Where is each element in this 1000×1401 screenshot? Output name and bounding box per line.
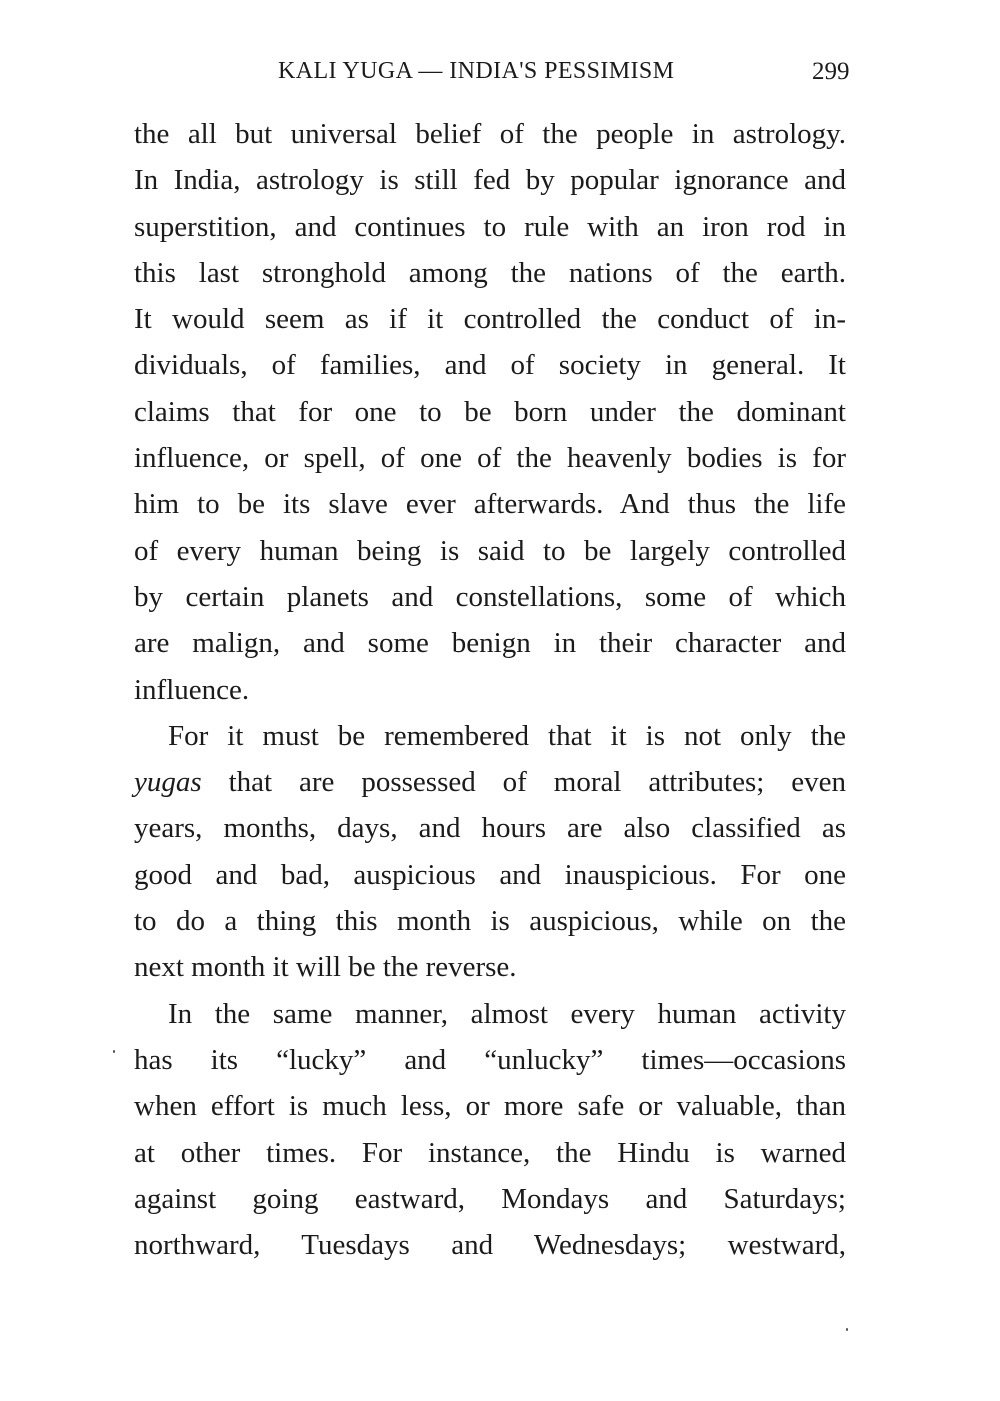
running-head bbox=[0, 58, 1000, 90]
ink-speck bbox=[846, 1328, 848, 1331]
text-line: claims that for one to be born under the dominant bbox=[134, 395, 846, 428]
text-run: that are possessed of moral attributes; even bbox=[201, 766, 846, 799]
text-line: of every human being is said to be largely controlled bbox=[134, 534, 846, 567]
text-line: against going eastward, Mondays and Saturdays; bbox=[134, 1182, 846, 1215]
running-title: KALI YUGA — INDIA'S PESSIMISM bbox=[278, 58, 675, 84]
page-number: 299 bbox=[812, 58, 850, 85]
paragraph-yugas bbox=[134, 713, 846, 991]
text-line: In the same manner, almost every human activity bbox=[168, 997, 846, 1030]
text-line: In India, astrology is still fed by popular ignorance and bbox=[134, 164, 846, 197]
text-line: dividuals, of families, and of society in general. It bbox=[134, 349, 846, 382]
text-line: to do a thing this month is auspicious, while on the bbox=[134, 905, 846, 938]
text-line: good and bad, auspicious and inauspicious. For one bbox=[134, 858, 846, 891]
text-line: the all but universal belief of the people in astrology. bbox=[134, 118, 846, 150]
text-line: at other times. For instance, the Hindu is warned bbox=[134, 1136, 846, 1169]
text-line: this last stronghold among the nations of the earth. bbox=[134, 256, 846, 289]
italic-term: yugas bbox=[134, 766, 202, 799]
paragraph-lucky-times bbox=[134, 991, 846, 1269]
text-line: For it must be remembered that it is not only the bbox=[168, 719, 846, 752]
body-text bbox=[134, 111, 846, 1268]
text-line: years, months, days, and hours are also classified as bbox=[134, 812, 846, 845]
text-line: him to be its slave ever afterwards. And thus the life bbox=[134, 488, 846, 521]
text-line: has its “lucky” and “unlucky” times—occasions bbox=[134, 1043, 846, 1076]
text-line-with-italic bbox=[134, 759, 846, 805]
text-line: influence. bbox=[134, 673, 250, 706]
text-line: superstition, and continues to rule with an iron rod in bbox=[134, 210, 846, 243]
text-line: influence, or spell, of one of the heavenly bodies is for bbox=[134, 442, 846, 475]
text-line: by certain planets and constellations, some of which bbox=[134, 580, 846, 613]
paragraph-astrology bbox=[134, 111, 846, 713]
text-line: when effort is much less, or more safe or valuable, than bbox=[134, 1090, 846, 1123]
text-line: are malign, and some benign in their character and bbox=[134, 627, 846, 660]
text-line: northward, Tuesdays and Wednesdays; westward, bbox=[134, 1229, 846, 1262]
ink-speck bbox=[113, 1050, 115, 1053]
text-line: It would seem as if it controlled the conduct of in- bbox=[134, 303, 846, 336]
text-line: next month it will be the reverse. bbox=[134, 951, 517, 984]
